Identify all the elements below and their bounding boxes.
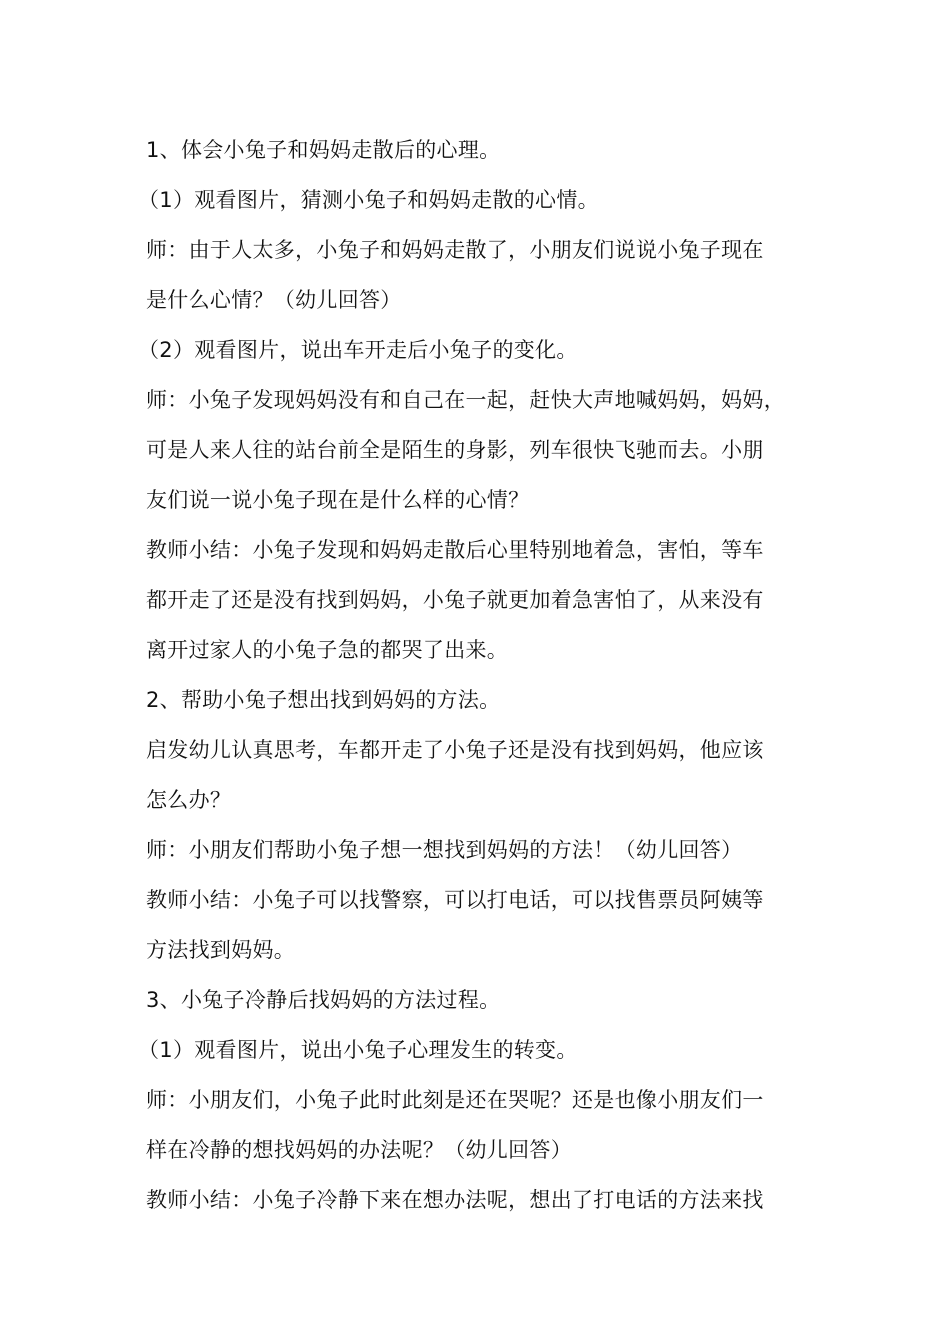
teacher-summary-line: 教师小结：小兔子发现和妈妈走散后心里特别地着急，害怕，等车 [146, 538, 764, 562]
paragraph-line: 是什么心情？（幼儿回答） [146, 288, 402, 312]
paragraph-line: 离开过家人的小兔子急的都哭了出来。 [146, 638, 509, 662]
paragraph-line: 可是人来人往的站台前全是陌生的身影，列车很快飞驰而去。小朋 [146, 438, 764, 462]
document-body [138, 130, 826, 1230]
paragraph-line: 友们说一说小兔子现在是什么样的心情？ [146, 488, 530, 512]
paragraph-line: 怎么办？ [146, 788, 232, 812]
section-heading-2: 2、帮助小兔子想出找到妈妈的方法。 [146, 688, 501, 712]
paragraph-line: 师：小朋友们，小兔子此时此刻是还在哭呢？还是也像小朋友们一 [146, 1088, 764, 1112]
paragraph-line: 师：由于人太多，小兔子和妈妈走散了，小朋友们说说小兔子现在 [146, 238, 764, 262]
paragraph-line: 启发幼儿认真思考，车都开走了小兔子还是没有找到妈妈，他应该 [146, 738, 764, 762]
sub-step-1-2: （2）观看图片，说出车开走后小兔子的变化。 [138, 338, 578, 362]
paragraph-line: 都开走了还是没有找到妈妈，小兔子就更加着急害怕了，从来没有 [146, 588, 764, 612]
paragraph-line: 师：小朋友们帮助小兔子想一想找到妈妈的方法！（幼儿回答） [146, 838, 743, 862]
teacher-summary-line: 教师小结：小兔子可以找警察，可以打电话，可以找售票员阿姨等 [146, 888, 764, 912]
section-heading-1: 1、体会小兔子和妈妈走散后的心理。 [146, 138, 501, 162]
paragraph-line: 方法找到妈妈。 [146, 938, 296, 962]
sub-step-3-1: （1）观看图片，说出小兔子心理发生的转变。 [138, 1038, 578, 1062]
section-heading-3: 3、小兔子冷静后找妈妈的方法过程。 [146, 988, 501, 1012]
teacher-summary-line: 教师小结：小兔子冷静下来在想办法呢，想出了打电话的方法来找 [146, 1188, 764, 1212]
paragraph-line: 师：小兔子发现妈妈没有和自己在一起，赶快大声地喊妈妈，妈妈， [146, 388, 785, 412]
sub-step-1-1: （1）观看图片，猜测小兔子和妈妈走散的心情。 [138, 188, 599, 212]
paragraph-line: 样在冷静的想找妈妈的办法呢？（幼儿回答） [146, 1138, 572, 1162]
